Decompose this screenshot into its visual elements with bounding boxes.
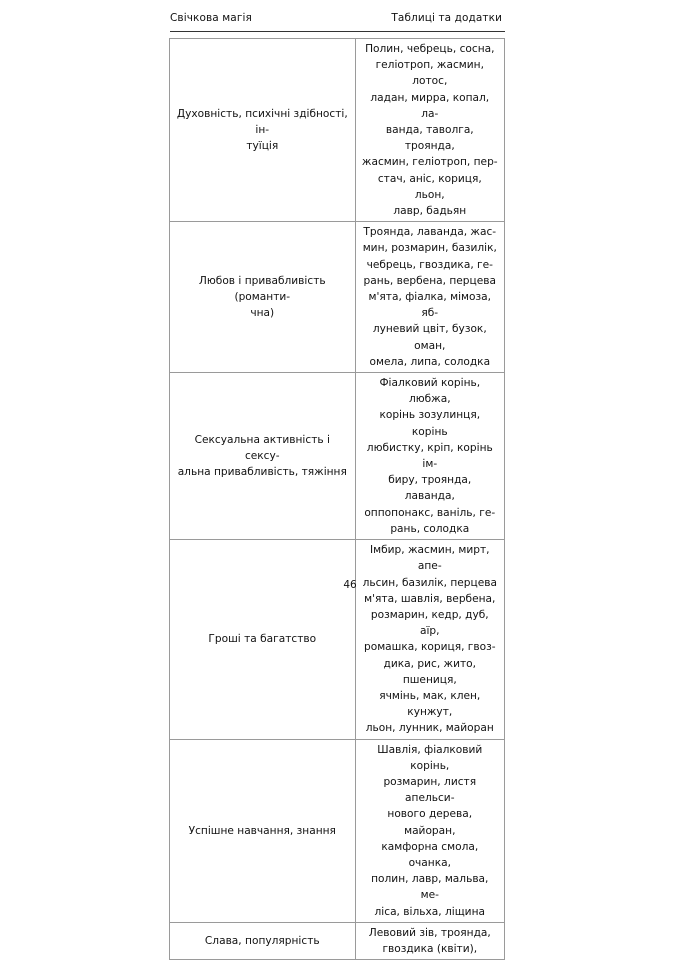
table-cell-purpose: Любов і привабливість (романти- чна) [170, 222, 356, 373]
table-cell-herbs: Шавлія, фіалковий корінь, розмарин, листя апельси- нового дерева, майоран, камфорна смола, очанка, полин, лавр, мальва, ме- ліса, вільха, ліщина [355, 739, 504, 922]
table-cell-herbs: Імбир, жасмин, мирт, апе- льсин, базилік, перцева м'ята, шавлія, вербена, розмарин, кедр, дуб, аїр, ромашка, кориця, гвоз- дика, рис, жито, пшениця, ячмінь, мак, клен, кунжут, льон, лунник, майоран [355, 540, 504, 739]
table-row [170, 373, 505, 540]
table-row [170, 222, 505, 373]
table-cell-herbs: Левовий зів, троянда, гвоздика (квіти), [355, 922, 504, 959]
table-cell-purpose: Слава, популярність [170, 922, 356, 959]
correspondence-table [169, 38, 505, 960]
table-cell-herbs: Полин, чебрець, сосна, геліотроп, жасмин, лотос, ладан, мирра, копал, ла- ванда, таволга, троянда, жасмин, геліотроп, пер- стач, аніс, кориця, льон, лавр, бадьян [355, 39, 504, 222]
table-row [170, 739, 505, 922]
running-header-section-title: Таблиці та додатки [391, 12, 502, 24]
table-cell-purpose: Гроші та багатство [170, 540, 356, 739]
table-row [170, 922, 505, 959]
running-header-book-title: Свічкова магія [170, 12, 252, 24]
table-cell-purpose: Духовність, психічні здібності, ін- туїція [170, 39, 356, 222]
table-cell-purpose: Успішне навчання, знання [170, 739, 356, 922]
table-cell-herbs: Фіалковий корінь, любжа, корінь зозулинця, корінь любистку, кріп, корінь ім- биру, троянда, лаванда, оппопонакс, ваніль, ге- рань, солодка [355, 373, 504, 540]
header-divider [170, 31, 505, 32]
table-cell-purpose: Сексуальна активність і сексу- альна привабливість, тяжіння [170, 373, 356, 540]
page-number: 46 [343, 579, 357, 591]
table-row [170, 39, 505, 222]
table-row [170, 540, 505, 739]
table-cell-herbs: Троянда, лаванда, жас- мин, розмарин, базилік, чебрець, гвоздика, ге- рань, вербена, перцева м'ята, фіалка, мімоза, яб- луневий цвіт, бузок, оман, омела, липа, солодка [355, 222, 504, 373]
